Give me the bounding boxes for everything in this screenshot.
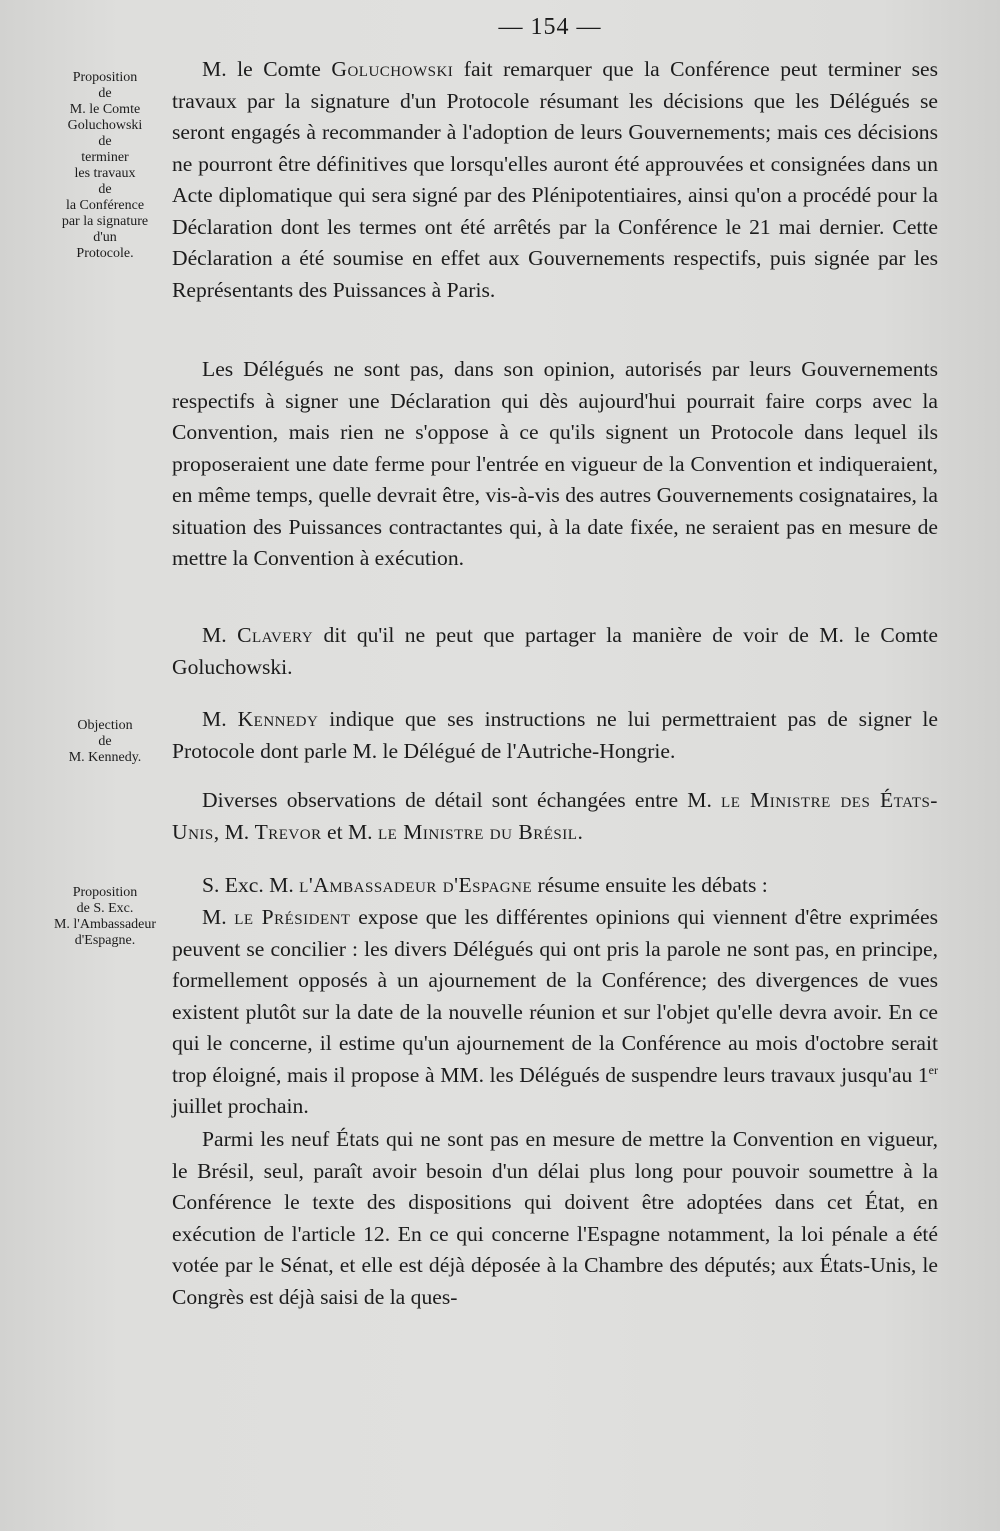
margin-note-line: M. le Comte: [69, 102, 141, 117]
paragraph-nine-states: [172, 1124, 938, 1313]
paragraph-text: indique que ses instructions ne lui permettraient pas de signer le Protocole dont parle M. le Délégué de l'Autriche-Hongrie.: [172, 707, 938, 763]
paragraph-lead: S. Exc. M.: [202, 873, 300, 897]
paragraph-lead: M. le Comte: [202, 57, 332, 81]
page-number: — 154 —: [498, 14, 602, 40]
paragraph-observations: [172, 785, 938, 848]
margin-note-line: Proposition: [72, 885, 138, 900]
paragraph-text: Diverses observations de détail sont échangées entre M.: [202, 788, 722, 812]
margin-note-line: Protocole.: [76, 246, 134, 261]
margin-note-line: M. Kennedy.: [68, 750, 142, 765]
paragraph-text: Les Délégués ne sont pas, dans son opinion, autorisés par leurs Gouvernements respectifs à signer une Déclaration qui dès aujourd'hui pourrait faire corps avec la Convention, mais rien ne s'oppose à ce qu'ils signent un Protocole dans lequel ils proposeraient une date ferme pour l'entrée en vigueur de la Convention et indiqueraient, en même temps, quelle devrait être, vis-à-vis des autres Gouvernements cosignataires, la situation des Puissances contractantes qui, à la date fixée, ne seraient pas en mesure de mettre la Convention à exécution.: [172, 357, 938, 570]
speaker-name: l'Ambassadeur d'Espagne: [299, 873, 533, 897]
paragraph-lead: M.: [202, 905, 235, 929]
margin-note-line: M. l'Ambassadeur: [53, 917, 157, 932]
margin-note-line: Proposition: [72, 70, 138, 85]
margin-note-line: d'un: [93, 230, 117, 245]
speaker-name: le Ministre du Brésil: [377, 819, 578, 844]
paragraph-text: juillet prochain.: [172, 1094, 309, 1118]
paragraph-lead: M.: [202, 623, 238, 647]
paragraph-text: résume ensuite les débats :: [532, 873, 768, 897]
paragraph-lead: M.: [202, 707, 238, 731]
speaker-name: Trevor: [254, 819, 322, 844]
paragraph-text: fait remarquer que la Conférence peut terminer ses travaux par la signature d'un Protocole résumant les décisions que les Délégués se seront engagés à recommander à l'adoption de leurs Gouvernements; mais ces décisions ne pourront être définitives que lorsqu'elles auront été approuvées et consignées dans un Acte diplomatique qui sera signé par des Plénipotentiaires, ainsi qu'on a procédé pour la Déclaration dont les termes ont été arrêtés par la Conférence le 21 mai dernier. Cette Déclaration a été soumise en effet aux Gouvernements respectifs, puis signée par les Représentants des Puissances à Paris.: [172, 57, 938, 302]
paragraph-text: dit qu'il ne peut que partager la manière de voir de M. le Comte Goluchowski.: [172, 623, 938, 679]
paragraph-goluchowski: [172, 54, 938, 306]
margin-note-line: Goluchowski: [67, 118, 143, 133]
paragraph-text: Parmi les neuf États qui ne sont pas en mesure de mettre la Convention en vigueur, le Brésil, seul, paraît avoir besoin d'un délai plus long pour pouvoir soumettre à la Conférence le texte des dispositions qui doivent être adoptées dans cet État, en exécution de l'article 12. En ce qui concerne l'Espagne notamment, la loi pénale a été votée par le Sénat, et elle est déjà déposée à la Chambre des députés; aux États-Unis, le Congrès est déjà saisi de la ques-: [172, 1127, 938, 1309]
paragraph-spain-ambassador: [172, 870, 938, 902]
margin-note-line: par la signature: [61, 214, 149, 229]
margin-note-goluchowski-proposal: [40, 70, 170, 262]
margin-note-line: de: [98, 134, 112, 149]
speaker-name: Goluchowski: [331, 57, 454, 81]
paragraph-clavery: [172, 620, 938, 683]
superscript: er: [928, 1062, 938, 1077]
paragraph-text: et M.: [321, 819, 378, 844]
paragraph-text: , M.: [213, 819, 255, 844]
paragraph-text: .: [577, 819, 583, 844]
speaker-name: le Ministre des États-Unis: [172, 788, 938, 844]
paragraph-delegates-opinion: [172, 354, 938, 575]
margin-note-line: d'Espagne.: [74, 933, 136, 948]
paragraph-kennedy: [172, 704, 938, 767]
margin-note-line: les travaux: [74, 166, 136, 181]
margin-note-line: de: [98, 86, 112, 101]
margin-note-line: la Conférence: [65, 198, 145, 213]
paragraph-president: [172, 902, 938, 1123]
speaker-name: le Président: [234, 905, 351, 929]
margin-note-line: Objection: [77, 718, 133, 733]
margin-note-spain-proposal: [40, 885, 170, 949]
margin-note-line: terminer: [81, 150, 129, 165]
speaker-name: Clavery: [237, 623, 314, 647]
margin-note-line: de: [98, 734, 112, 749]
speaker-name: Kennedy: [237, 707, 319, 731]
margin-note-line: de S. Exc.: [76, 901, 134, 916]
margin-note-kennedy-objection: [40, 718, 170, 766]
paragraph-text: expose que les différentes opinions qui viennent d'être exprimées peuvent se concilier : les divers Délégués qui ont pris la parole ne sont pas, en principe, formellement opposés à un ajournement de la Conférence; des divergences de vues existent plutôt sur la date de la nouvelle réunion et sur l'objet qu'elle devra avoir. En ce qui le concerne, il estime qu'un ajournement de la Conférence au mois d'octobre serait trop éloigné, mais il propose à MM. les Délégués de suspendre leurs travaux jusqu'au 1: [172, 905, 939, 1087]
margin-note-line: de: [98, 182, 112, 197]
